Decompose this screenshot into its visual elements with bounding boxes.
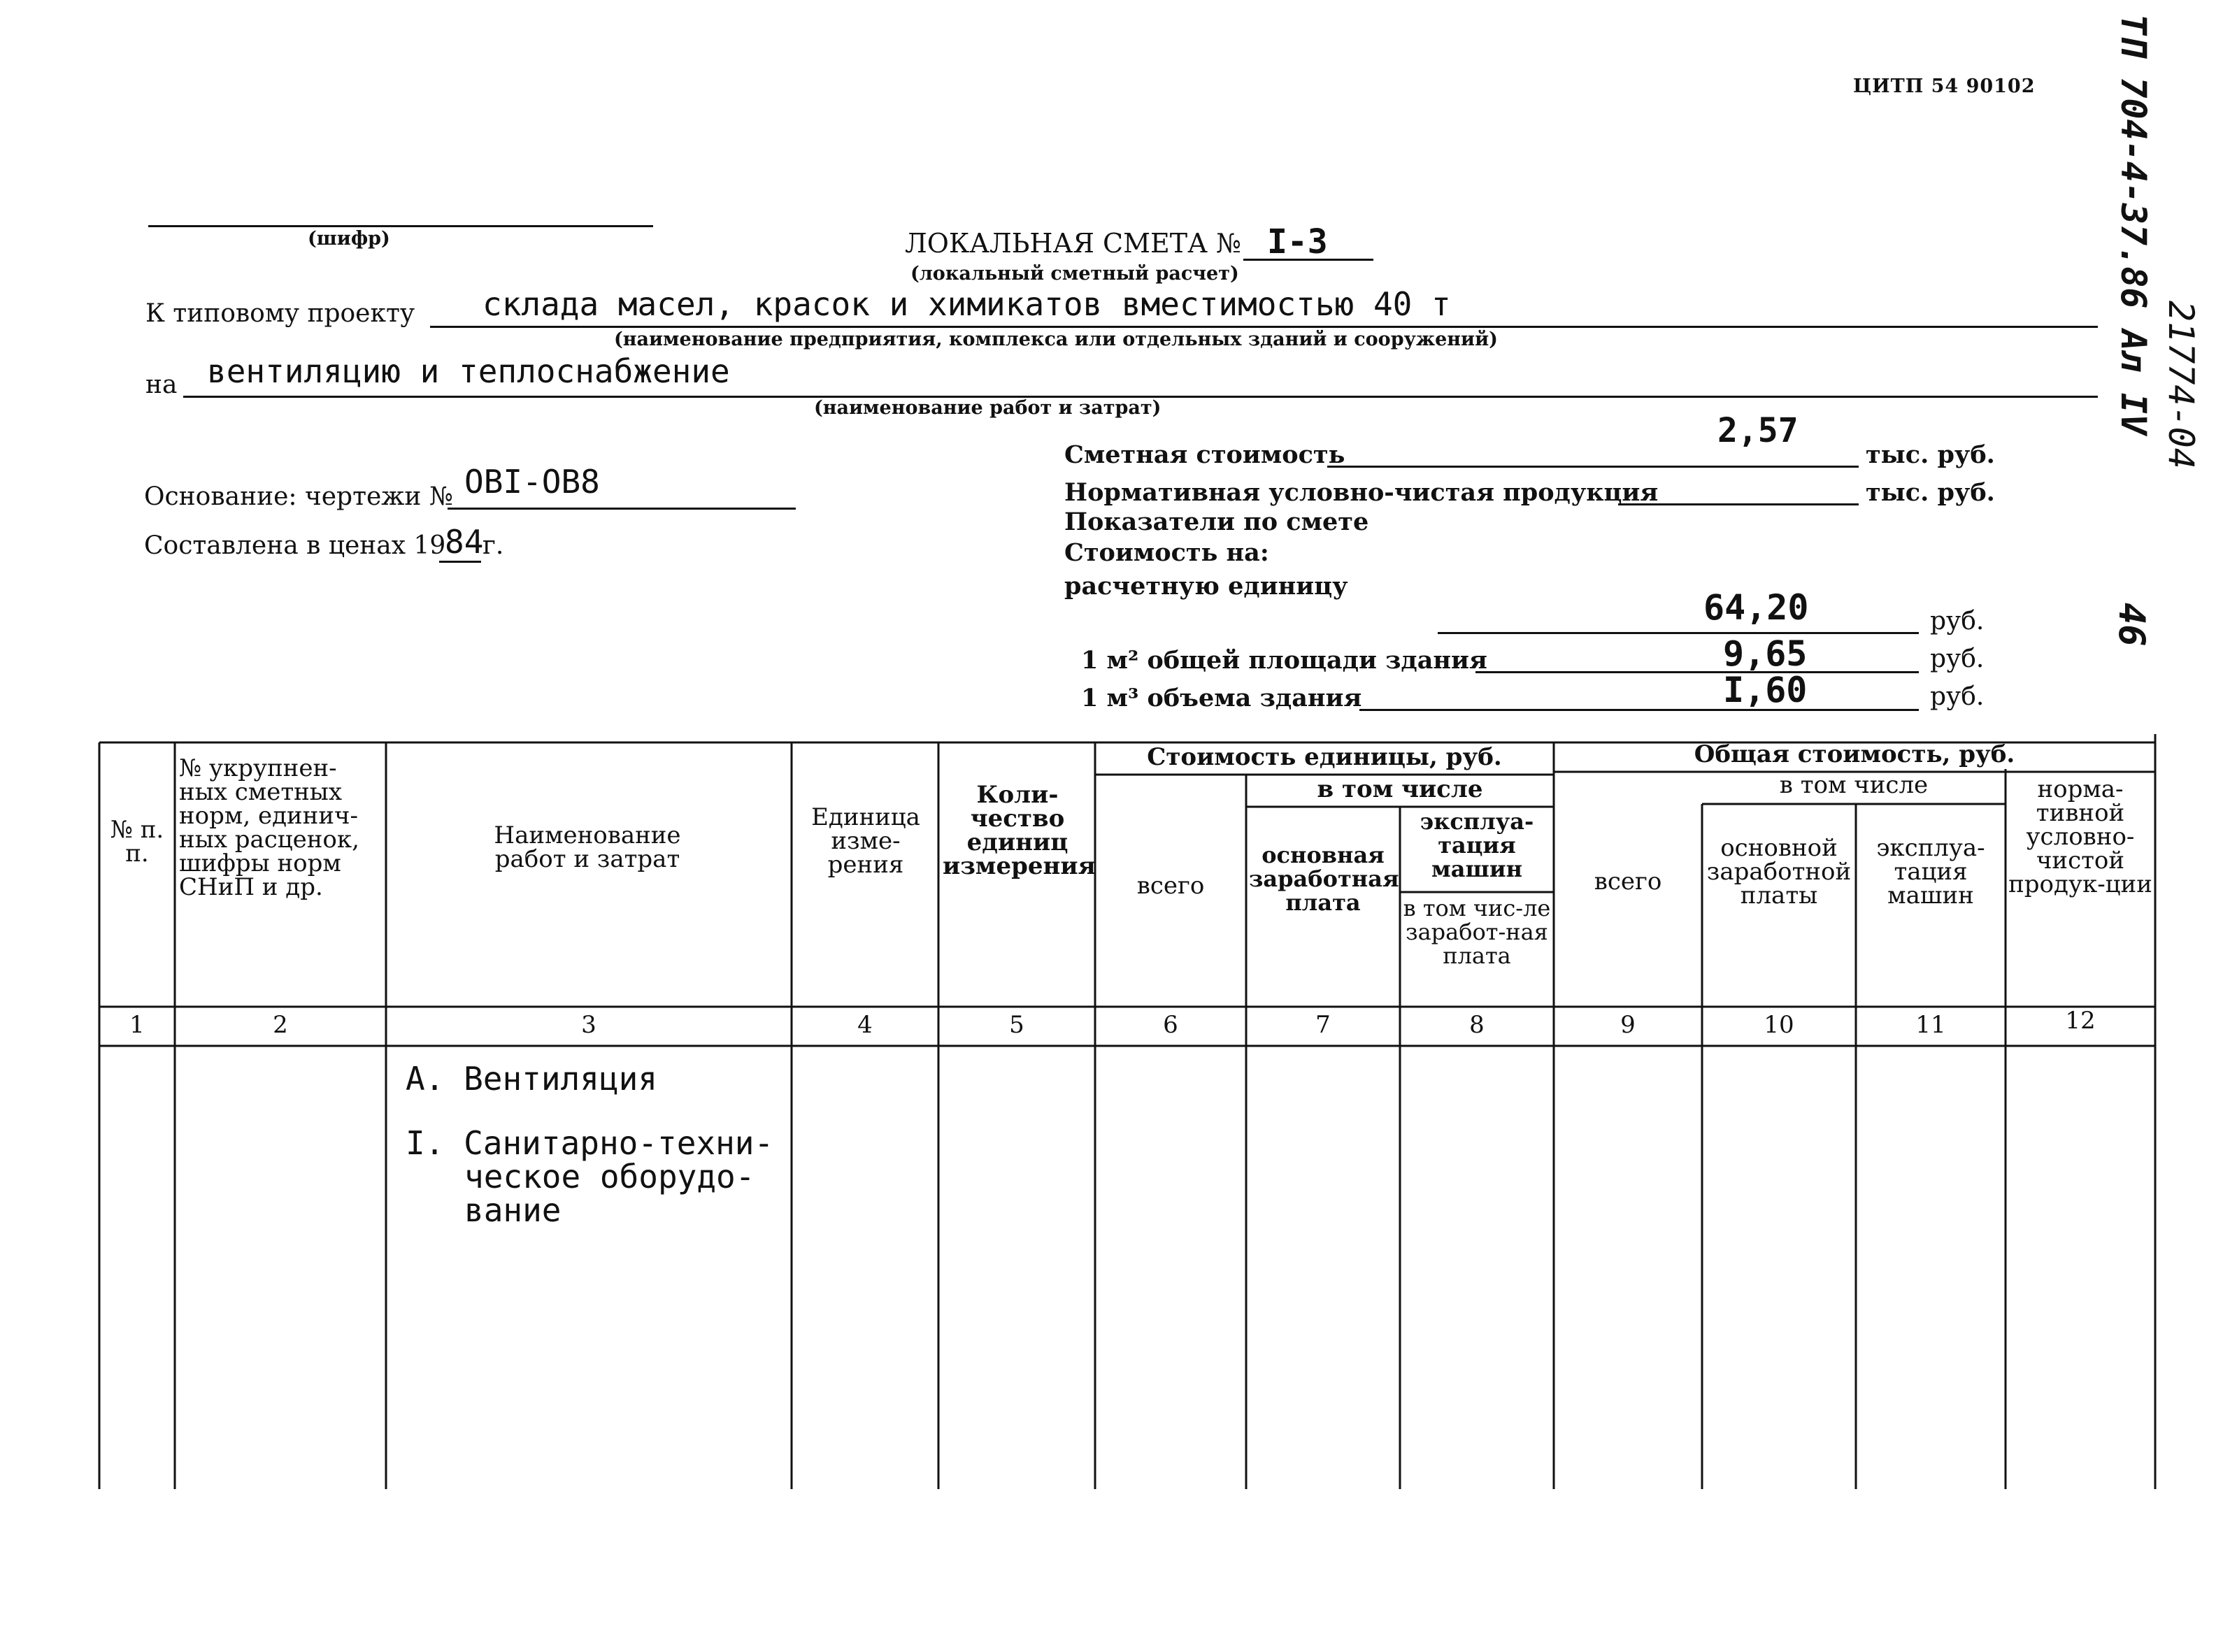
cipher-line (148, 225, 653, 227)
on-value: вентиляцию и теплоснабжение (207, 352, 730, 390)
basis-value: ОВI-ОВ8 (464, 463, 600, 501)
page-title: ЛОКАЛЬНАЯ СМЕТА № (905, 228, 1241, 259)
unit-label: расчетную единицу (1064, 572, 1348, 601)
estimate-number: I-3 (1267, 222, 1328, 261)
volume-label: 1 м³ объема здания (1081, 684, 1362, 712)
side-doc-code: ТП 704-4-37.86 Ал IV (2113, 14, 2154, 436)
col-header-total-machines: эксплуа-тация машин (1876, 834, 1985, 910)
section-title-ventilation: А. Вентиляция (406, 1060, 658, 1098)
project-label: К типовому проекту (145, 299, 415, 328)
side-inventory-number: 21774-04 (2161, 301, 2201, 469)
cost-line (1327, 466, 1859, 468)
col-number: 4 (857, 1011, 873, 1039)
col-number: 10 (1764, 1011, 1794, 1039)
volume-unit: руб. (1930, 682, 1985, 711)
project-line (430, 326, 2098, 328)
col-number: 3 (581, 1011, 596, 1039)
unit-value: 64,20 (1703, 587, 1809, 628)
col-number: 6 (1163, 1011, 1178, 1039)
unit-line (1438, 632, 1919, 634)
net-line (1618, 503, 1859, 505)
net-unit: тыс. руб. (1866, 478, 1995, 507)
project-value: склада масел, красок и химикатов вместимостью 40 т (483, 285, 1451, 323)
cost-label: Сметная стоимость (1064, 440, 1345, 469)
col-header-unit: Единица изме-рения (811, 803, 920, 879)
unit-unit: руб. (1930, 607, 1985, 635)
side-page-number: 46 (2110, 603, 2152, 647)
code-stamp: ЦИТП 54 90102 (1853, 76, 2036, 97)
cost-per-label: Стоимость на: (1064, 538, 1269, 567)
col-header-total-wages: основной заработной платы (1706, 834, 1852, 910)
col-header-name: Наименование работ и затрат (494, 821, 681, 873)
basis-label: Основание: чертежи № (144, 482, 453, 511)
col-header-norms: № укрупнен-ных сметных норм, единич-ных расценок, шифры норм СНиП и др. (179, 754, 359, 901)
on-caption: (наименование работ и затрат) (814, 397, 1162, 419)
prices-suffix: г. (483, 531, 504, 560)
group-header-unit-cost: Стоимость единицы, руб. (1147, 743, 1502, 771)
col-header-unit-machines-wages: в том чис-ле заработ-ная плата (1403, 895, 1551, 969)
col-number: 2 (273, 1011, 288, 1039)
subsection-title-line2: ческое оборудо- (464, 1158, 755, 1195)
col-header-unit-wages: основная заработная плата (1249, 842, 1399, 916)
col-header-total: всего (1594, 868, 1662, 896)
col-header-quantity: Коли-чество единиц измерения (943, 781, 1096, 880)
subsection-title-line3: вание (464, 1191, 562, 1229)
col-number: 7 (1315, 1011, 1331, 1039)
col-header-number: № п. п. (110, 816, 164, 868)
area-label: 1 м² общей площади здания (1081, 646, 1487, 675)
cost-unit: тыс. руб. (1866, 440, 1995, 469)
col-header-unit-machines: эксплуа-тация машин (1420, 808, 1534, 882)
page-subtitle: (локальный сметный расчет) (910, 263, 1239, 285)
cipher-caption: (шифр) (308, 228, 390, 250)
volume-value: I,60 (1723, 670, 1808, 710)
col-number: 8 (1469, 1011, 1485, 1039)
indicators-label: Показатели по смете (1064, 508, 1369, 536)
col-number: 1 (129, 1011, 145, 1039)
col-number: 12 (2065, 1007, 2096, 1035)
col-number: 9 (1620, 1011, 1636, 1039)
prices-label: Составлена в ценах 19 (144, 531, 446, 560)
net-label: Нормативная условно-чистая продукция (1064, 478, 1659, 507)
group-header-total-cost: Общая стоимость, руб. (1694, 740, 2015, 768)
subgroup-header-total-cost: в том числе (1779, 771, 1929, 799)
volume-line (1359, 709, 1919, 711)
subgroup-header-unit-cost: в том числе (1317, 775, 1483, 803)
col-header-net-production: норма-тивной условно-чистой продук-ции (2008, 775, 2152, 898)
subsection-title-line1: I. Санитарно-техни- (406, 1124, 774, 1162)
prices-year: 84 (445, 523, 484, 561)
basis-line (448, 508, 796, 510)
area-value: 9,65 (1723, 633, 1808, 674)
area-unit: руб. (1930, 645, 1985, 673)
estimate-number-line (1243, 259, 1373, 261)
prices-year-line (439, 561, 481, 563)
cost-value: 2,57 (1717, 411, 1799, 450)
col-header-unit-total: всего (1136, 872, 1205, 900)
col-number: 11 (1915, 1011, 1946, 1039)
col-number: 5 (1009, 1011, 1024, 1039)
on-label: на (145, 371, 178, 399)
project-caption: (наименование предприятия, комплекса или отдельных зданий и сооружений) (614, 329, 1498, 350)
area-line (1475, 671, 1919, 673)
